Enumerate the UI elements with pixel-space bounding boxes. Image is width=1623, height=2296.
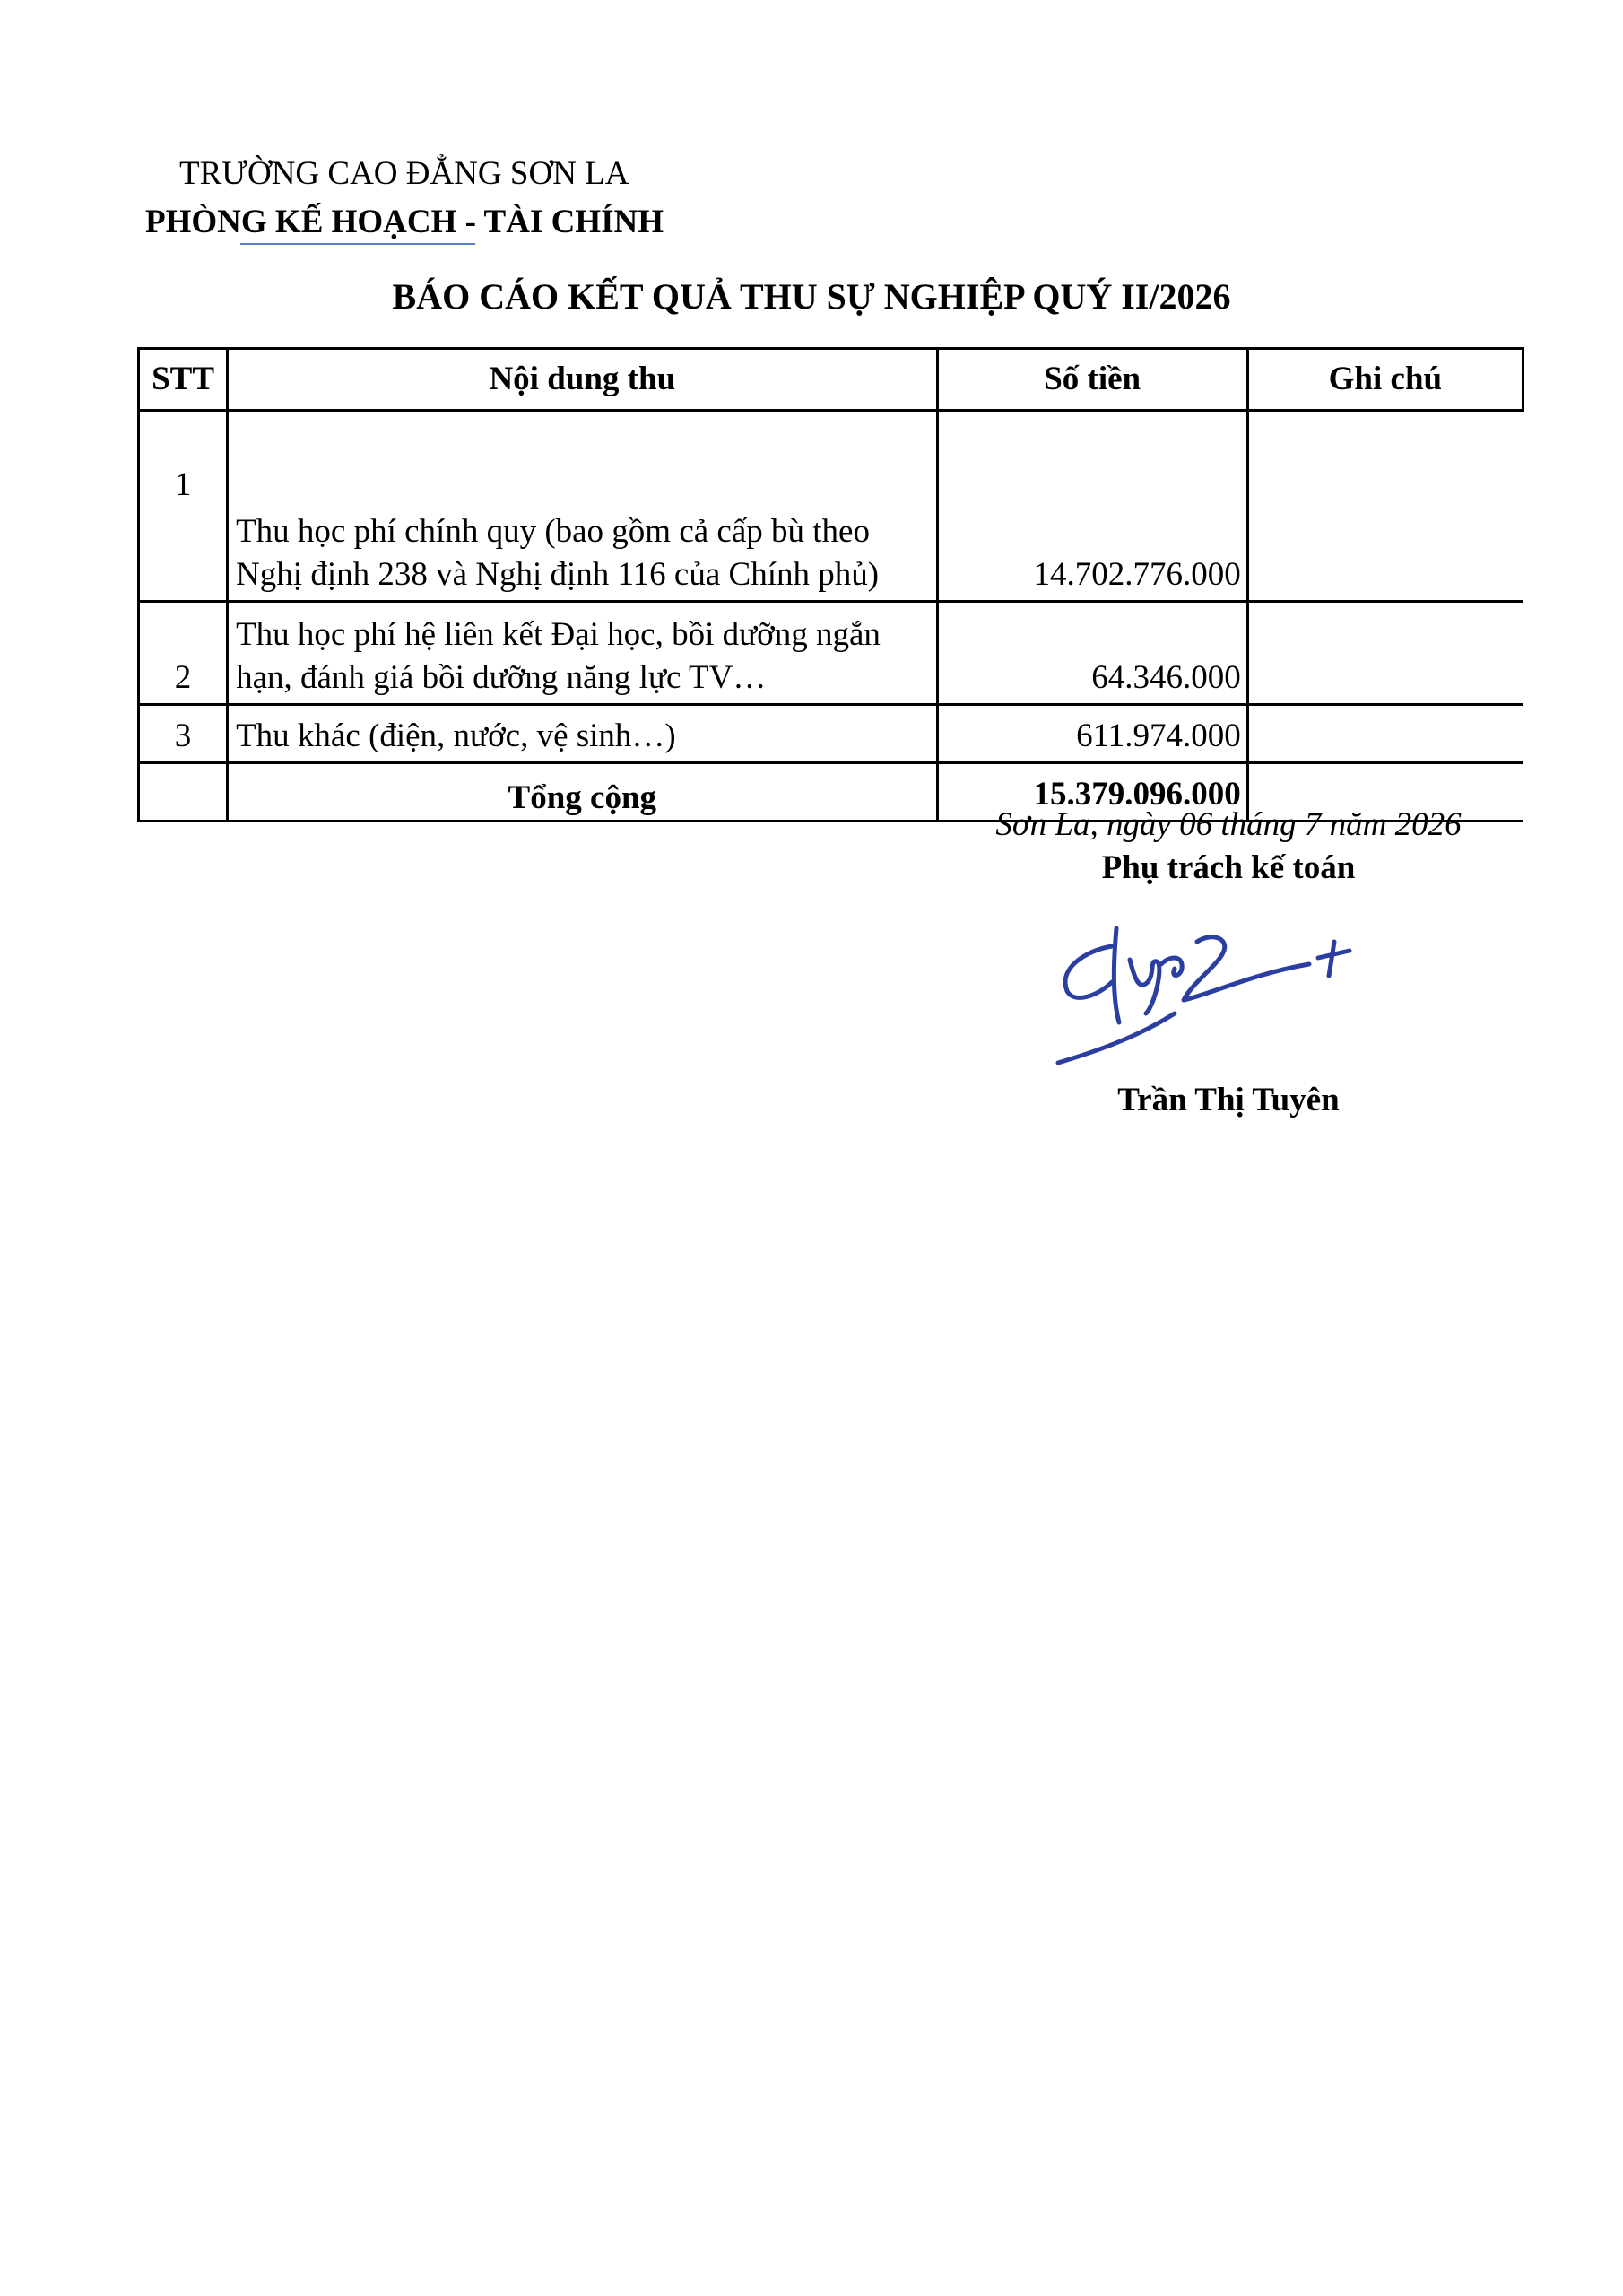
- handwritten-signature: [1049, 906, 1426, 1076]
- row-note: [1247, 602, 1523, 705]
- row-stt: 3: [139, 705, 228, 763]
- row-note: [1247, 705, 1523, 763]
- row-amount: 611.974.000: [937, 705, 1247, 763]
- place-date: Sơn La, ngày 06 tháng 7 năm 2026: [995, 806, 1462, 843]
- report-title: BÁO CÁO KẾT QUẢ THU SỰ NGHIỆP QUÝ II/2026: [392, 276, 1231, 317]
- row-content-line: hạn, đánh giá bồi dưỡng năng lực TV…: [236, 658, 767, 696]
- table-row: [139, 602, 1523, 705]
- table-header-row: [139, 349, 1523, 411]
- row-content-line: Thu học phí chính quy (bao gồm cả cấp bù theo: [236, 512, 870, 550]
- column-header-amount: Số tiền: [937, 349, 1247, 411]
- row-amount: 14.702.776.000: [937, 411, 1247, 602]
- row-content: [228, 411, 938, 602]
- table-row: [139, 411, 1523, 602]
- row-content-line: Nghị định 238 và Nghị định 116 của Chính phủ): [236, 555, 880, 593]
- signer-role: Phụ trách kế toán: [1101, 849, 1356, 886]
- signer-name: Trần Thị Tuyên: [1117, 1082, 1340, 1118]
- row-content: [228, 602, 938, 705]
- row-content: Thu khác (điện, nước, vệ sinh…): [228, 705, 938, 763]
- total-label: Tổng cộng: [228, 763, 938, 822]
- row-content-line: Thu học phí hệ liên kết Đại học, bồi dưỡng ngắn: [236, 615, 881, 653]
- department-underline: [240, 243, 475, 245]
- total-amount: 15.379.096.000: [937, 763, 1247, 822]
- column-header-content: Nội dung thu: [228, 349, 938, 411]
- table-row: [139, 705, 1523, 763]
- school-name: TRƯỜNG CAO ĐẲNG SƠN LA: [179, 155, 629, 192]
- row-stt: 2: [139, 602, 228, 705]
- total-stt-empty: [139, 763, 228, 822]
- row-stt: 1: [139, 411, 228, 602]
- column-header-note: Ghi chú: [1247, 349, 1523, 411]
- row-note: [1247, 411, 1523, 602]
- revenue-table: [137, 347, 1524, 822]
- department-name: PHÒNG KẾ HOẠCH - TÀI CHÍNH: [145, 204, 664, 240]
- row-amount: 64.346.000: [937, 602, 1247, 705]
- column-header-stt: STT: [139, 349, 228, 411]
